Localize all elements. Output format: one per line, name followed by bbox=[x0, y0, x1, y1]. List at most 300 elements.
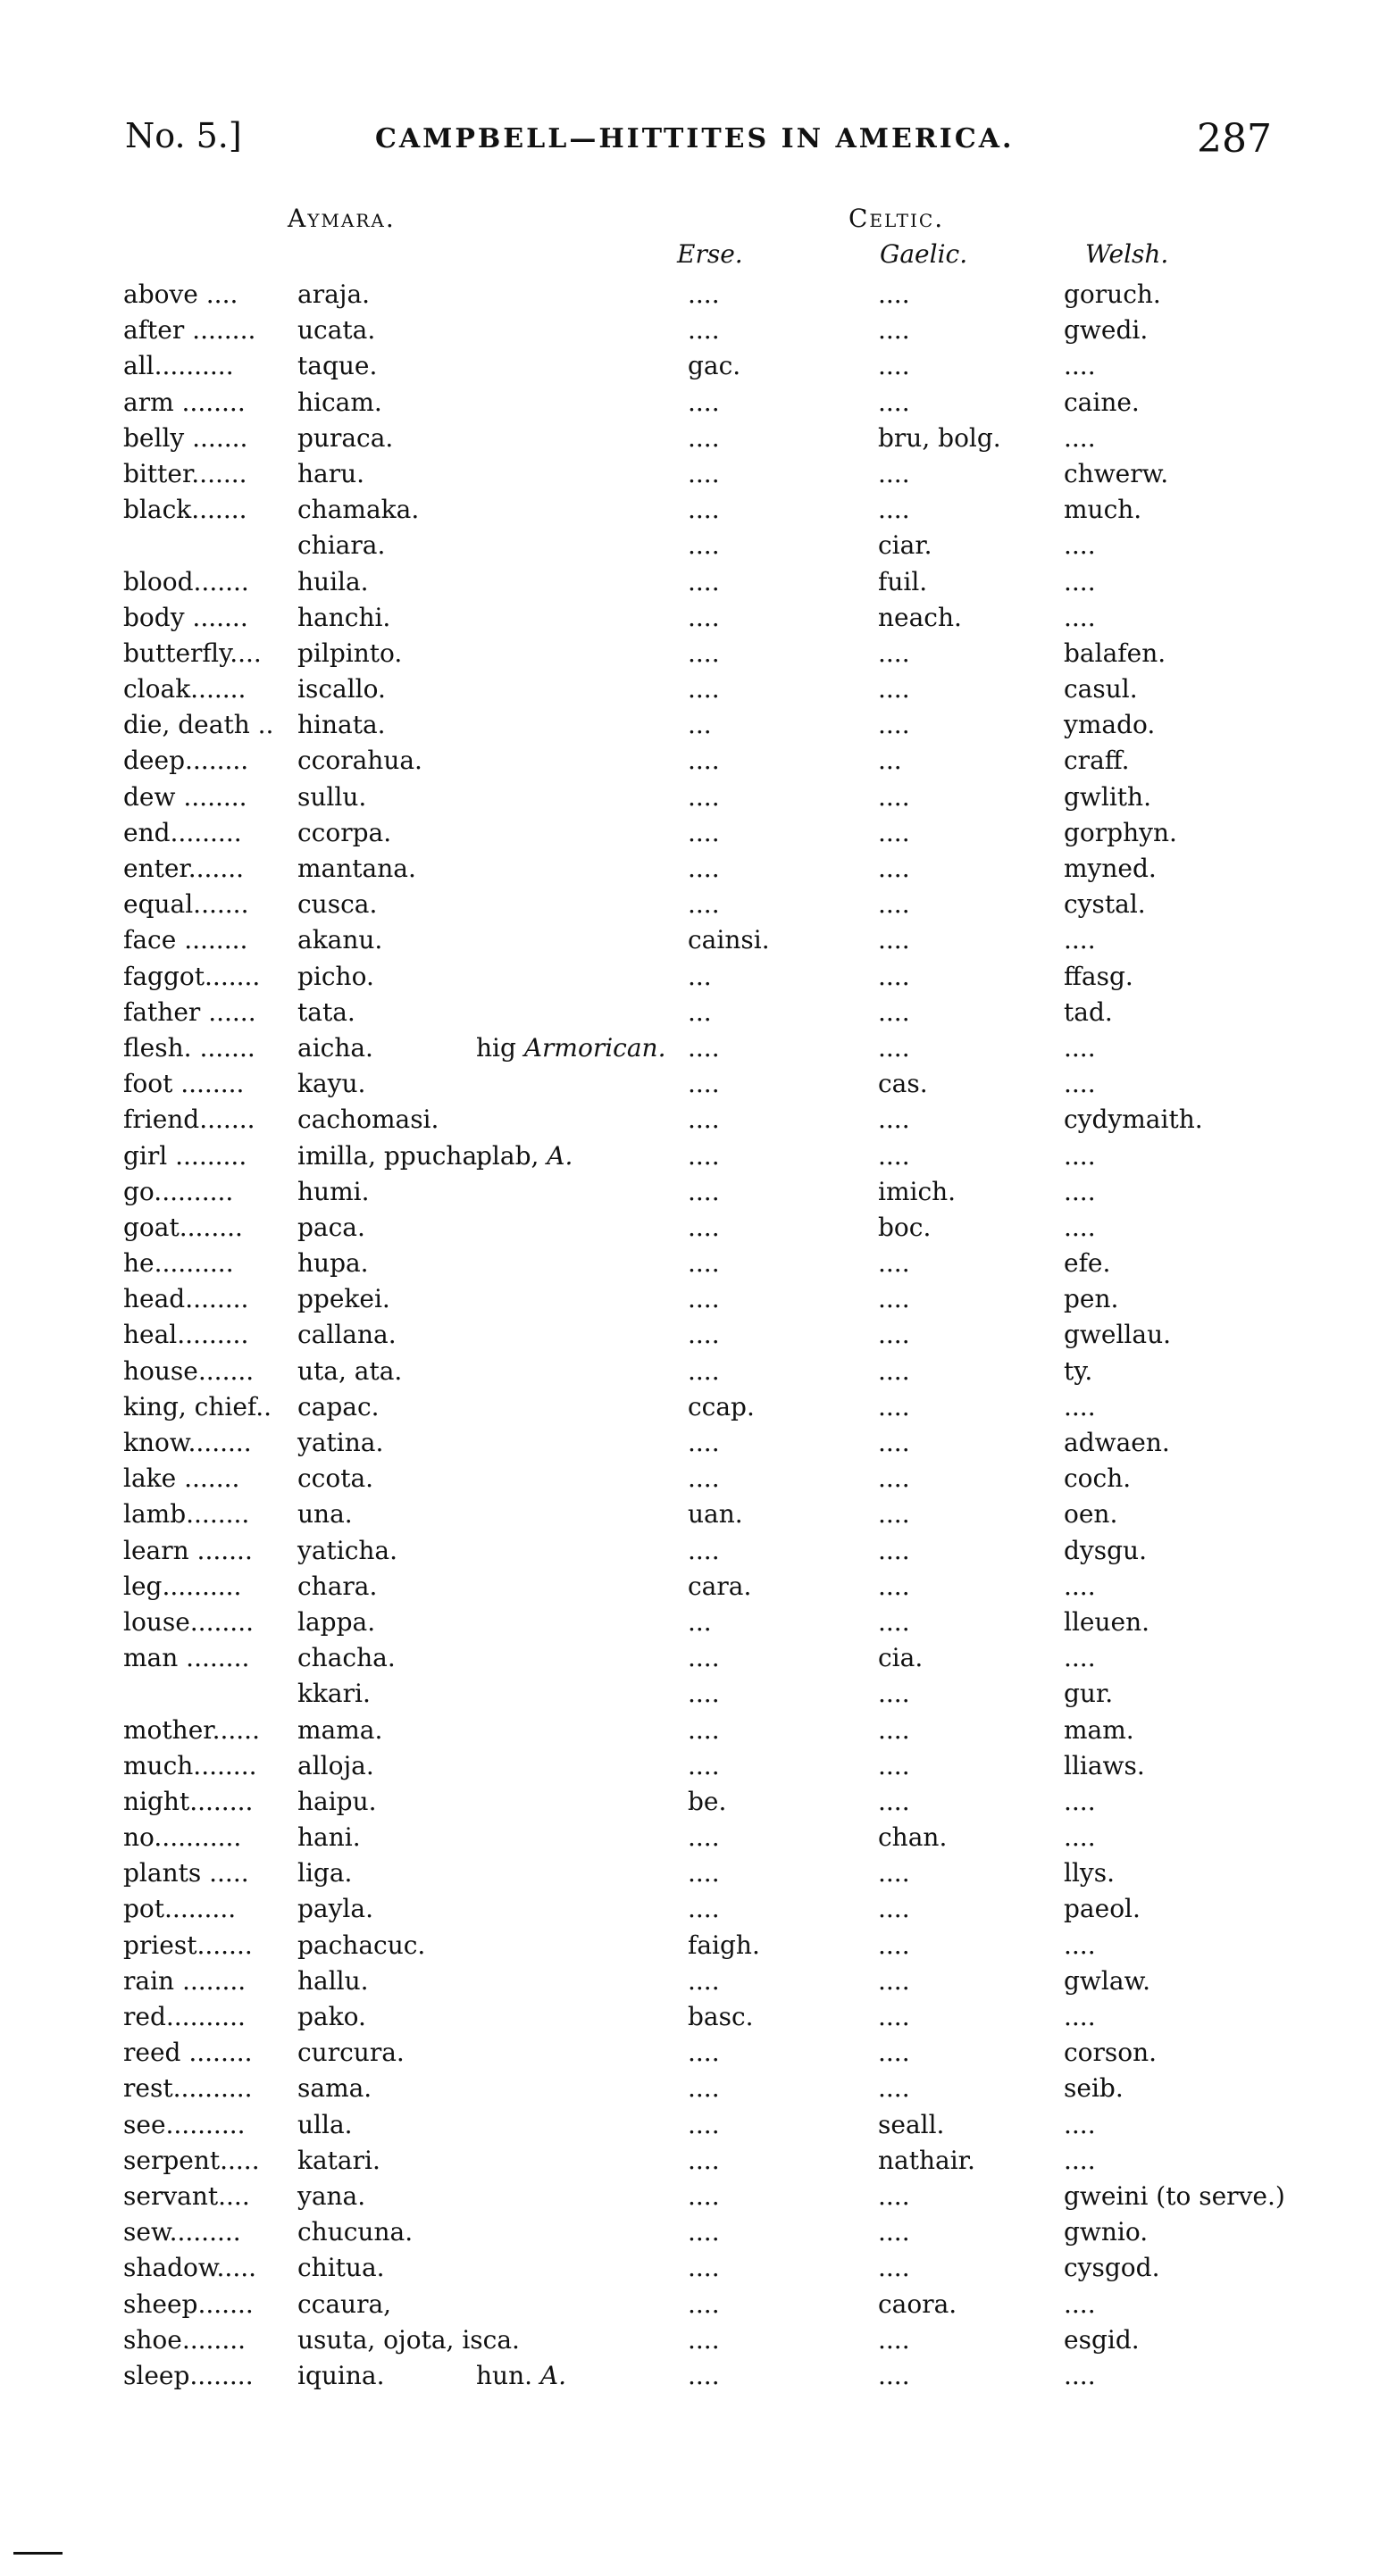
erse-word: .... bbox=[688, 1284, 720, 1314]
gaelic-word: .... bbox=[878, 387, 910, 417]
aymara-word: humi. bbox=[297, 1176, 370, 1206]
aymara-word: araja. bbox=[297, 279, 371, 309]
welsh-word: .... bbox=[1064, 2360, 1096, 2390]
table-row bbox=[123, 603, 1275, 638]
welsh-word: .... bbox=[1064, 602, 1096, 632]
gaelic-word: .... bbox=[878, 1140, 910, 1171]
gaelic-word: .... bbox=[878, 1786, 910, 1816]
column-head-erse: Erse. bbox=[677, 239, 743, 269]
erse-word: be. bbox=[688, 1786, 727, 1816]
welsh-word: coch. bbox=[1064, 1463, 1132, 1494]
aymara-word: hupa. bbox=[297, 1248, 369, 1279]
table-row bbox=[123, 925, 1275, 961]
aymara-word: mama. bbox=[297, 1714, 383, 1745]
welsh-word: .... bbox=[1064, 1643, 1096, 1673]
erse-word: .... bbox=[688, 674, 720, 704]
table-row bbox=[123, 1894, 1275, 1930]
vocabulary-table bbox=[123, 279, 1285, 2397]
column-head-welsh: Welsh. bbox=[1085, 239, 1169, 269]
aymara-word: paca. bbox=[297, 1212, 365, 1242]
aymara-word: akanu. bbox=[297, 925, 383, 955]
english-word: sleep........ bbox=[123, 2360, 254, 2390]
gaelic-word: .... bbox=[878, 1248, 910, 1279]
erse-word: .... bbox=[688, 1750, 720, 1780]
english-word: know........ bbox=[123, 1428, 252, 1457]
table-row bbox=[123, 2038, 1275, 2073]
gaelic-word: .... bbox=[878, 351, 910, 381]
table-row bbox=[123, 567, 1275, 603]
gaelic-word: .... bbox=[878, 2324, 910, 2355]
aymara-word: mantana. bbox=[297, 854, 416, 883]
gaelic-word: .... bbox=[878, 1105, 910, 1135]
english-word: plants ..... bbox=[123, 1858, 249, 1888]
gaelic-word: .... bbox=[878, 495, 910, 525]
gaelic-word: .... bbox=[878, 1499, 910, 1530]
table-row bbox=[123, 1787, 1275, 1822]
table-row bbox=[123, 423, 1275, 459]
page-number: 287 bbox=[1197, 116, 1272, 162]
erse-word: .... bbox=[688, 279, 720, 309]
table-row bbox=[123, 2217, 1275, 2253]
table-row bbox=[123, 674, 1275, 710]
aymara-word: pilpinto. bbox=[297, 638, 403, 668]
gaelic-word: .... bbox=[878, 674, 910, 704]
aymara-word: hanchi. bbox=[297, 602, 391, 632]
erse-word: cainsi. bbox=[688, 925, 770, 955]
english-word: priest....... bbox=[123, 1930, 253, 1960]
aymara-word: yatina. bbox=[297, 1428, 384, 1457]
erse-word: .... bbox=[688, 495, 720, 525]
english-word: lake ....... bbox=[123, 1463, 240, 1494]
welsh-word: gwellau. bbox=[1064, 1320, 1171, 1350]
table-row bbox=[123, 638, 1275, 674]
gaelic-word: .... bbox=[878, 2253, 910, 2283]
table-row bbox=[123, 1715, 1275, 1751]
gaelic-word: neach. bbox=[878, 602, 962, 632]
aymara-word: hallu. bbox=[297, 1965, 369, 1996]
aymara-word: lappa. bbox=[297, 1606, 376, 1637]
aymara-word: kkari. bbox=[297, 1679, 371, 1709]
aymara-word: una. bbox=[297, 1499, 353, 1530]
table-row bbox=[123, 2289, 1275, 2325]
table-row bbox=[123, 459, 1275, 495]
english-word: house....... bbox=[123, 1355, 255, 1386]
welsh-word: oen. bbox=[1064, 1499, 1118, 1530]
table-row bbox=[123, 889, 1275, 925]
welsh-word: .... bbox=[1064, 1822, 1096, 1853]
english-word: flesh. ....... bbox=[123, 1032, 255, 1063]
erse-word: .... bbox=[688, 854, 720, 883]
table-row bbox=[123, 279, 1275, 315]
welsh-word: .... bbox=[1064, 2288, 1096, 2319]
english-word: foot ........ bbox=[123, 1069, 245, 1099]
welsh-word: adwaen. bbox=[1064, 1428, 1170, 1457]
english-word: rain ........ bbox=[123, 1965, 247, 1996]
english-word: red.......... bbox=[123, 2002, 246, 2031]
table-row bbox=[123, 782, 1275, 818]
english-word: mother...... bbox=[123, 1714, 260, 1745]
table-row bbox=[123, 1930, 1275, 1966]
table-row bbox=[123, 530, 1275, 566]
table-row bbox=[123, 1643, 1275, 1679]
english-word: go.......... bbox=[123, 1176, 234, 1206]
aymara-word: chara. bbox=[297, 1571, 378, 1601]
erse-word: .... bbox=[688, 638, 720, 668]
table-row bbox=[123, 1858, 1275, 1894]
erse-word: uan. bbox=[688, 1499, 743, 1530]
gaelic-word: ciar. bbox=[878, 530, 932, 561]
column-head-aymara: Aymara. bbox=[288, 204, 396, 233]
gaelic-word: .... bbox=[878, 2360, 910, 2390]
gaelic-word: .... bbox=[878, 817, 910, 847]
welsh-word: .... bbox=[1064, 1140, 1096, 1171]
gaelic-word: .... bbox=[878, 2002, 910, 2031]
gaelic-word: imich. bbox=[878, 1176, 957, 1206]
erse-word: .... bbox=[688, 1069, 720, 1099]
gaelic-word: .... bbox=[878, 1714, 910, 1745]
welsh-word: .... bbox=[1064, 1571, 1096, 1601]
english-word: shoe........ bbox=[123, 2324, 247, 2355]
aymara-word: callana. bbox=[297, 1320, 397, 1350]
table-row bbox=[123, 1428, 1275, 1463]
english-word: girl ......... bbox=[123, 1140, 247, 1171]
english-word: head........ bbox=[123, 1284, 249, 1314]
gaelic-word: .... bbox=[878, 889, 910, 920]
erse-word: .... bbox=[688, 2180, 720, 2211]
gaelic-word: .... bbox=[878, 996, 910, 1027]
welsh-word: tad. bbox=[1064, 996, 1113, 1027]
aymara-word: sama. bbox=[297, 2073, 372, 2104]
erse-word: gac. bbox=[688, 351, 741, 381]
aymara-word: ccorpa. bbox=[297, 817, 392, 847]
welsh-word: lliaws. bbox=[1064, 1750, 1145, 1780]
table-row bbox=[123, 1822, 1275, 1858]
table-row bbox=[123, 2253, 1275, 2288]
table-row bbox=[123, 2325, 1275, 2361]
gaelic-word: .... bbox=[878, 1965, 910, 1996]
aymara-word: yaticha. bbox=[297, 1535, 398, 1565]
english-word: no........... bbox=[123, 1822, 242, 1853]
erse-word: .... bbox=[688, 1463, 720, 1494]
welsh-word: lleuen. bbox=[1064, 1606, 1150, 1637]
english-word: sew......... bbox=[123, 2217, 241, 2247]
table-row bbox=[123, 2361, 1275, 2397]
welsh-word: seib. bbox=[1064, 2073, 1124, 2104]
english-word: above .... bbox=[123, 279, 238, 309]
welsh-word: corson. bbox=[1064, 2038, 1158, 2068]
english-word: night........ bbox=[123, 1786, 254, 1816]
gaelic-word: .... bbox=[878, 2217, 910, 2247]
english-word: man ........ bbox=[123, 1643, 250, 1673]
column-head-celtic: Celtic. bbox=[848, 204, 945, 233]
gaelic-word: .... bbox=[878, 1032, 910, 1063]
table-row bbox=[123, 818, 1275, 854]
aymara-word: puraca. bbox=[297, 422, 394, 453]
welsh-word: gorphyn. bbox=[1064, 817, 1177, 847]
english-word: cloak....... bbox=[123, 674, 247, 704]
aymara-word: pachacuc. bbox=[297, 1930, 426, 1960]
gaelic-word: .... bbox=[878, 1355, 910, 1386]
welsh-word: casul. bbox=[1064, 674, 1138, 704]
aymara-word: cachomasi. bbox=[297, 1105, 439, 1135]
erse-word: basc. bbox=[688, 2002, 754, 2031]
welsh-word: cysgod. bbox=[1064, 2253, 1160, 2283]
gaelic-word: .... bbox=[878, 1320, 910, 1350]
aymara-word: haru. bbox=[297, 458, 365, 488]
page-header-left: No. 5.] bbox=[125, 116, 242, 155]
erse-word: .... bbox=[688, 781, 720, 812]
english-word: lamb........ bbox=[123, 1499, 250, 1530]
table-row bbox=[123, 388, 1275, 423]
table-row bbox=[123, 2146, 1275, 2181]
aymara-word: payla. bbox=[297, 1894, 373, 1924]
welsh-word: .... bbox=[1064, 422, 1096, 453]
table-row bbox=[123, 2073, 1275, 2109]
welsh-word: .... bbox=[1064, 1391, 1096, 1421]
gaelic-word: .... bbox=[878, 710, 910, 740]
table-row bbox=[123, 315, 1275, 351]
table-row bbox=[123, 1499, 1275, 1535]
erse-word: .... bbox=[688, 422, 720, 453]
gaelic-word: ... bbox=[878, 746, 902, 776]
aymara-word: hinata. bbox=[297, 710, 386, 740]
aymara-word: tata. bbox=[297, 996, 355, 1027]
comparison-note: hun. A. bbox=[476, 2360, 567, 2390]
erse-word: .... bbox=[688, 1822, 720, 1853]
welsh-word: ffasg. bbox=[1064, 961, 1133, 991]
erse-word: .... bbox=[688, 1679, 720, 1709]
welsh-word: .... bbox=[1064, 2145, 1096, 2175]
table-row bbox=[123, 1356, 1275, 1392]
aymara-word: usuta, ojota, isca. bbox=[297, 2324, 520, 2355]
table-row bbox=[123, 746, 1275, 781]
welsh-word: myned. bbox=[1064, 854, 1157, 883]
english-word: butterfly.... bbox=[123, 638, 262, 668]
table-row bbox=[123, 1320, 1275, 1355]
erse-word: .... bbox=[688, 2324, 720, 2355]
erse-word: .... bbox=[688, 2360, 720, 2390]
gaelic-word: .... bbox=[878, 2073, 910, 2104]
welsh-word: .... bbox=[1064, 1176, 1096, 1206]
erse-word: .... bbox=[688, 387, 720, 417]
erse-word: .... bbox=[688, 315, 720, 346]
erse-word: faigh. bbox=[688, 1930, 760, 1960]
aymara-word: liga. bbox=[297, 1858, 353, 1888]
aymara-word: katari. bbox=[297, 2145, 380, 2175]
welsh-word: much. bbox=[1064, 495, 1142, 525]
aymara-word: capac. bbox=[297, 1391, 380, 1421]
table-row bbox=[123, 495, 1275, 530]
english-word: learn ....... bbox=[123, 1535, 253, 1565]
erse-word: .... bbox=[688, 1212, 720, 1242]
welsh-word: paeol. bbox=[1064, 1894, 1141, 1924]
gaelic-word: cia. bbox=[878, 1643, 924, 1673]
erse-word: .... bbox=[688, 1965, 720, 1996]
aymara-word: iscallo. bbox=[297, 674, 386, 704]
erse-word: .... bbox=[688, 530, 720, 561]
english-word: he.......... bbox=[123, 1248, 234, 1279]
english-word: leg.......... bbox=[123, 1571, 242, 1601]
gaelic-word: .... bbox=[878, 315, 910, 346]
welsh-word: .... bbox=[1064, 1212, 1096, 1242]
table-row bbox=[123, 854, 1275, 889]
aymara-word: ppekei. bbox=[297, 1284, 390, 1314]
aymara-word: hani. bbox=[297, 1822, 361, 1853]
erse-word: .... bbox=[688, 1176, 720, 1206]
gaelic-word: .... bbox=[878, 1428, 910, 1457]
english-word: rest.......... bbox=[123, 2073, 253, 2104]
gaelic-word: caora. bbox=[878, 2288, 957, 2319]
erse-word: .... bbox=[688, 2253, 720, 2283]
erse-word: .... bbox=[688, 1032, 720, 1063]
gaelic-word: cas. bbox=[878, 1069, 928, 1099]
table-row bbox=[123, 1966, 1275, 2002]
erse-word: cara. bbox=[688, 1571, 752, 1601]
table-row bbox=[123, 1284, 1275, 1320]
aymara-word: ccorahua. bbox=[297, 746, 422, 776]
welsh-word: craff. bbox=[1064, 746, 1130, 776]
comparison-note: hig Armorican. bbox=[476, 1032, 666, 1063]
gaelic-word: .... bbox=[878, 638, 910, 668]
english-word: sheep....... bbox=[123, 2288, 254, 2319]
aymara-word: aicha. bbox=[297, 1032, 373, 1063]
gaelic-word: nathair. bbox=[878, 2145, 975, 2175]
gaelic-word: .... bbox=[878, 279, 910, 309]
aymara-word: uta, ata. bbox=[297, 1355, 403, 1386]
welsh-word: gwnio. bbox=[1064, 2217, 1149, 2247]
erse-word: .... bbox=[688, 2038, 720, 2068]
table-row bbox=[123, 1607, 1275, 1643]
english-word: dew ........ bbox=[123, 781, 247, 812]
welsh-word: .... bbox=[1064, 2109, 1096, 2139]
table-row bbox=[123, 1105, 1275, 1140]
aymara-word: ccota. bbox=[297, 1463, 374, 1494]
table-row bbox=[123, 962, 1275, 997]
aymara-word: imilla, ppucha. bbox=[297, 1140, 486, 1171]
erse-word: .... bbox=[688, 1643, 720, 1673]
erse-word: .... bbox=[688, 2145, 720, 2175]
aymara-word: picho. bbox=[297, 961, 374, 991]
erse-word: .... bbox=[688, 1355, 720, 1386]
gaelic-word: boc. bbox=[878, 1212, 932, 1242]
gaelic-word: .... bbox=[878, 925, 910, 955]
erse-word: .... bbox=[688, 2073, 720, 2104]
gaelic-word: .... bbox=[878, 1930, 910, 1960]
aymara-word: cusca. bbox=[297, 889, 378, 920]
table-row bbox=[123, 1177, 1275, 1213]
gaelic-word: .... bbox=[878, 854, 910, 883]
welsh-word: mam. bbox=[1064, 1714, 1134, 1745]
welsh-word: gweini (to serve.) bbox=[1064, 2180, 1285, 2211]
erse-word: .... bbox=[688, 2217, 720, 2247]
table-row bbox=[123, 2110, 1275, 2146]
english-word: servant.... bbox=[123, 2180, 250, 2211]
welsh-word: .... bbox=[1064, 1930, 1096, 1960]
english-word: die, death .. bbox=[123, 710, 274, 740]
table-row bbox=[123, 1679, 1275, 1714]
aymara-word: pako. bbox=[297, 2002, 366, 2031]
welsh-word: ymado. bbox=[1064, 710, 1156, 740]
erse-word: ... bbox=[688, 1606, 712, 1637]
gaelic-word: .... bbox=[878, 2180, 910, 2211]
erse-word: .... bbox=[688, 746, 720, 776]
gaelic-word: chan. bbox=[878, 1822, 948, 1853]
english-word: reed ........ bbox=[123, 2038, 253, 2068]
aymara-word: chamaka. bbox=[297, 495, 420, 525]
welsh-word: pen. bbox=[1064, 1284, 1119, 1314]
welsh-word: esgid. bbox=[1064, 2324, 1140, 2355]
welsh-word: .... bbox=[1064, 1069, 1096, 1099]
table-row bbox=[123, 2002, 1275, 2038]
welsh-word: gwlith. bbox=[1064, 781, 1151, 812]
english-word: friend....... bbox=[123, 1105, 255, 1135]
erse-word: .... bbox=[688, 1714, 720, 1745]
gaelic-word: fuil. bbox=[878, 566, 928, 596]
erse-word: .... bbox=[688, 1428, 720, 1457]
page-edge-mark bbox=[13, 2552, 63, 2555]
welsh-word: .... bbox=[1064, 566, 1096, 596]
welsh-word: caine. bbox=[1064, 387, 1140, 417]
welsh-word: efe. bbox=[1064, 1248, 1111, 1279]
gaelic-word: .... bbox=[878, 1391, 910, 1421]
aymara-word: hicam. bbox=[297, 387, 382, 417]
english-word: see.......... bbox=[123, 2109, 246, 2139]
comparison-note: plab, A. bbox=[476, 1140, 573, 1171]
erse-word: ... bbox=[688, 961, 712, 991]
english-word: body ....... bbox=[123, 602, 248, 632]
welsh-word: gwlaw. bbox=[1064, 1965, 1151, 1996]
english-word: goat........ bbox=[123, 1212, 243, 1242]
welsh-word: ty. bbox=[1064, 1355, 1093, 1386]
erse-word: .... bbox=[688, 602, 720, 632]
erse-word: .... bbox=[688, 458, 720, 488]
english-word: king, chief.. bbox=[123, 1391, 272, 1421]
table-row bbox=[123, 1536, 1275, 1571]
welsh-word: balafen. bbox=[1064, 638, 1166, 668]
english-word: much........ bbox=[123, 1750, 257, 1780]
gaelic-word: .... bbox=[878, 1858, 910, 1888]
aymara-word: chacha. bbox=[297, 1643, 396, 1673]
table-row bbox=[123, 1033, 1275, 1069]
gaelic-word: .... bbox=[878, 961, 910, 991]
aymara-word: yana. bbox=[297, 2180, 366, 2211]
gaelic-word: .... bbox=[878, 781, 910, 812]
aymara-word: ucata. bbox=[297, 315, 376, 346]
aymara-word: sullu. bbox=[297, 781, 367, 812]
aymara-word: ccaura, bbox=[297, 2288, 392, 2319]
english-word: bitter....... bbox=[123, 458, 247, 488]
english-word: heal......... bbox=[123, 1320, 249, 1350]
aymara-word: chiara. bbox=[297, 530, 386, 561]
gaelic-word: .... bbox=[878, 1894, 910, 1924]
english-word: pot......... bbox=[123, 1894, 237, 1924]
welsh-word: .... bbox=[1064, 530, 1096, 561]
aymara-word: chucuna. bbox=[297, 2217, 414, 2247]
english-word: black....... bbox=[123, 495, 247, 525]
erse-word: ccap. bbox=[688, 1391, 755, 1421]
erse-word: .... bbox=[688, 2109, 720, 2139]
welsh-word: llys. bbox=[1064, 1858, 1115, 1888]
english-word: all.......... bbox=[123, 351, 234, 381]
english-word: deep........ bbox=[123, 746, 249, 776]
table-row bbox=[123, 1751, 1275, 1787]
gaelic-word: .... bbox=[878, 1284, 910, 1314]
erse-word: ... bbox=[688, 710, 712, 740]
aymara-word: kayu. bbox=[297, 1069, 366, 1099]
erse-word: .... bbox=[688, 1140, 720, 1171]
gaelic-word: .... bbox=[878, 1606, 910, 1637]
erse-word: .... bbox=[688, 817, 720, 847]
